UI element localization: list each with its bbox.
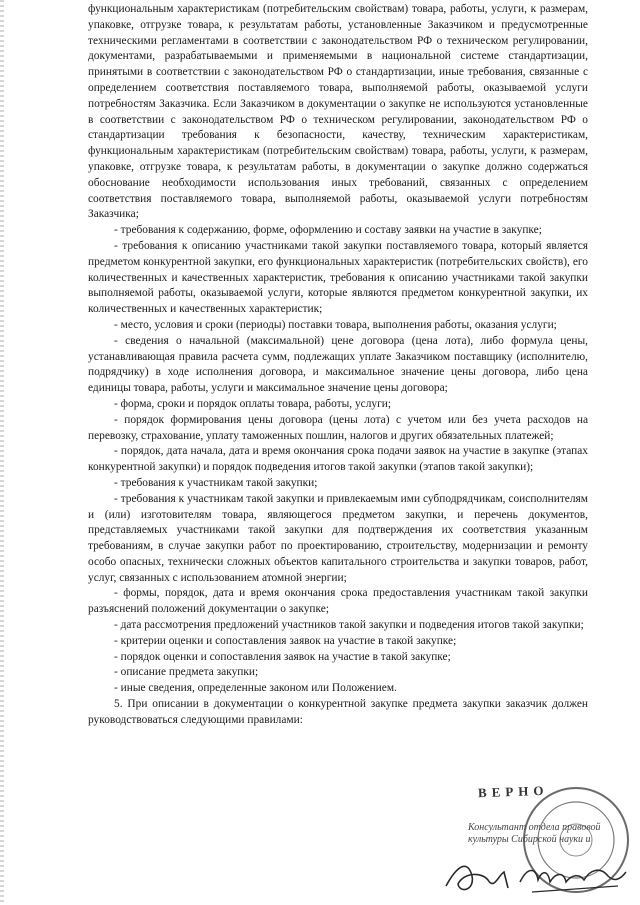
paragraph-17: 5. При описании в документации о конкурентной закупке предмета закупки заказчик должен руководствоваться следующими правилами: (88, 698, 588, 726)
paragraph-4: - место, условия и сроки (периоды) поставки товара, выполнения работы, оказания услуги; (114, 318, 557, 331)
paragraph-1: функциональным характеристикам (потребительским свойствам) товара, работы, услуги, к размерам, упаковке, отгрузке товара, к результатам работы, установленные Заказчиком и предусмотренные техническими регламентами в соответствии с законодательством РФ о техническом регулировании, документами, разрабатываемыми и применяемыми в национальной системе стандартизации, принятыми в соответствии с законодательством РФ о стандартизации, иные требования, связанные с определением соответствия поставляемого товара, выполняемой работы, оказываемой услуги потребностям Заказчика. Если Заказчиком в документации о закупке не используются установленные в соответствии с законодательством РФ о техническом регулировании, законодательством РФ о стандартизации требования к безопасности, качеству, техническим характеристикам, функциональным характеристикам (потребительским свойствам) товара, работы, услуги, к размерам, упаковке, отгрузке товара, к результатам работы, в документации о закупке должно содержаться обоснование необходимости использования иных требований, связанных с определением соответствия поставляемого товара, выполняемой работы, оказываемой услуги потребностям Заказчика; (88, 3, 588, 221)
verno-stamp: ВЕРНО (477, 782, 549, 801)
paragraph-11: - формы, порядок, дата и время окончания срока предоставления участникам такой закупки разъяснений положений документации о закупке; (88, 587, 588, 616)
paragraph-7: - порядок формирования цены договора (цены лота) с учетом или без учета расходов на перевозку, страхование, уплату таможенных пошлин, налогов и других обязательных платежей; (88, 413, 588, 442)
paragraph-6: - форма, сроки и порядок оплаты товара, работы, услуги; (114, 397, 392, 410)
handwritten-signature (438, 846, 633, 904)
paragraph-8: - порядок, дата начала, дата и время окончания срока подачи заявок на участие в закупке (этапах конкурентной закупки) и порядок подведения итогов такой закупки (этапов такой закупки); (88, 445, 588, 474)
paragraph-10: - требования к участникам такой закупки и привлекаемым ими субподрядчикам, соисполнителям и (или) изготовителям товара, являющегося предметом закупки, и перечень документов, представляемых участниками такой закупки для подтверждения их соответствия указанным требованиям, в случае закупки работ по проектированию, строительству, модернизации и ремонту особо опасных, технически сложных объектов капитального строительства и закупки товаров, работ, услуг, связанных с использованием атомной энергии; (88, 492, 588, 584)
stamp-line-1: Консультант отдела правовой (468, 822, 601, 833)
paragraph-16: - иные сведения, определенные законом или Положением. (114, 682, 397, 695)
paragraph-12: - дата рассмотрения предложений участников такой закупки и подведения итогов такой закупки; (114, 619, 584, 632)
paragraph-2: - требования к содержанию, форме, оформлению и составу заявки на участие в закупке; (114, 224, 542, 237)
paragraph-3: - требования к описанию участниками такой закупки поставляемого товара, который является предметом конкурентной закупки, его функциональных характеристик (потребительских свойств), его количественных и качественных характеристик, требования к описанию участниками такой закупки выполняемой работы, оказываемой услуги, которые являются предметом конкурентной закупки, их количественных и качественных характеристик; (88, 239, 588, 316)
stamp-line-2: культуры Сибирской науки и (468, 834, 591, 845)
paragraph-15: - описание предмета закупки; (114, 666, 259, 679)
stamp-text (468, 822, 608, 846)
document-page (88, 2, 588, 729)
scan-left-edge (0, 0, 4, 905)
paragraph-9: - требования к участникам такой закупки; (114, 476, 318, 489)
paragraph-14: - порядок оценки и сопоставления заявок на участие в такой закупке; (114, 650, 451, 663)
paragraph-5: - сведения о начальной (максимальной) цене договора (цена лота), либо формула цены, устанавливающая правила расчета сумм, подлежащих уплате Заказчиком поставщику (исполнителю, подрядчику) в ходе исполнения договора, и максимальное значение цены договора, либо цена единицы товара, работы, услуги и максимальное значение цены договора; (88, 334, 588, 395)
paragraph-13: - критерии оценки и сопоставления заявок на участие в такой закупке; (114, 634, 457, 647)
